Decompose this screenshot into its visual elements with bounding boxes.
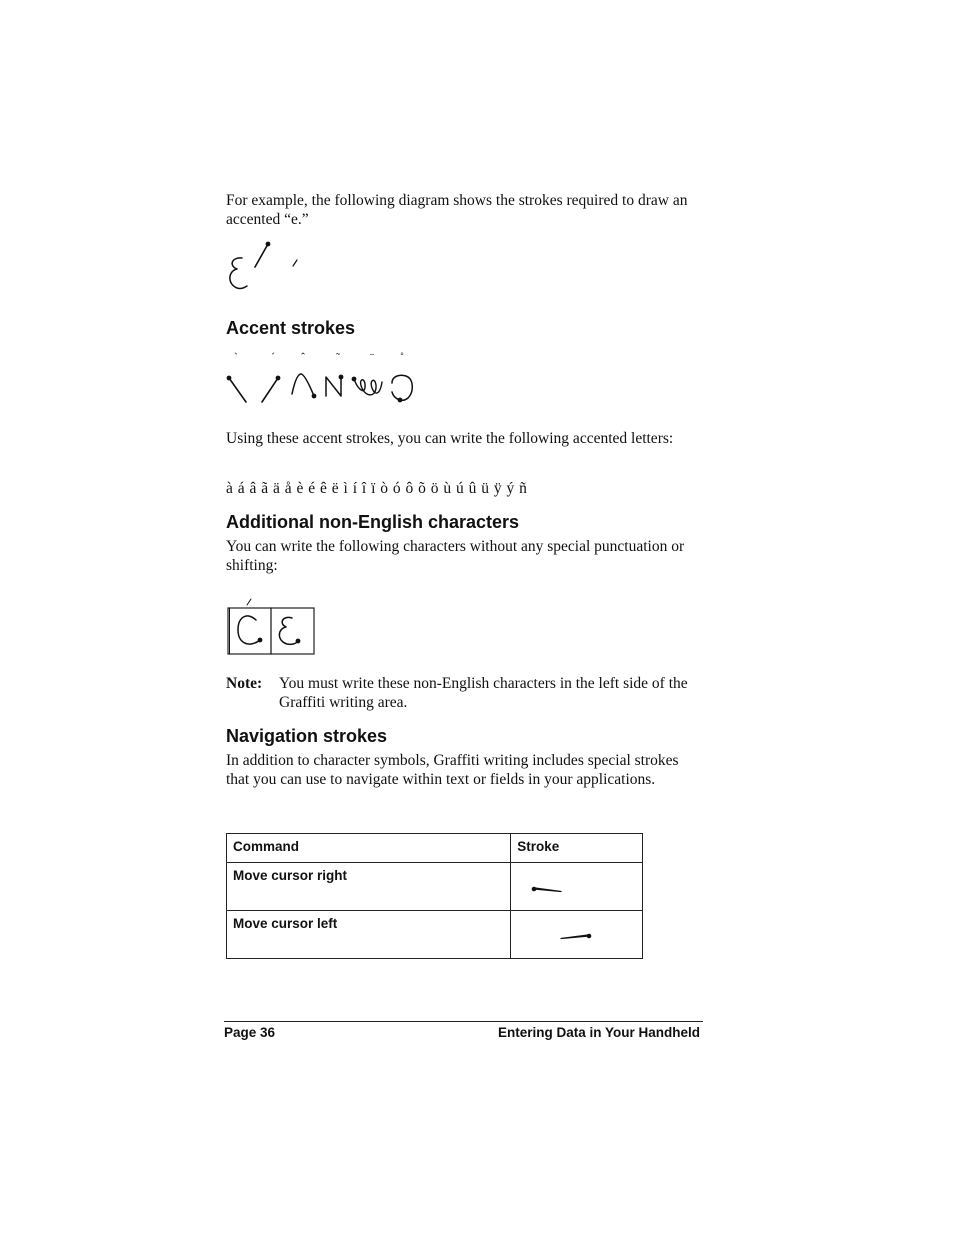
command-cell: Move cursor right	[227, 863, 511, 911]
ring-mark: ˚	[400, 350, 404, 364]
tilde-mark: ˜	[336, 350, 340, 364]
intro-paragraph: For example, the following diagram shows the strokes required to draw an accented “e.”	[226, 192, 688, 228]
acute-mark	[293, 260, 297, 266]
grave-mark: `	[234, 350, 238, 364]
acute-stroke-icon	[262, 376, 280, 402]
e-acute-stroke-icon	[279, 617, 300, 644]
accented-letters: à á â ã ä å è é ê ë ì í î ï ò ó ô õ ö ù ú û ü ÿ ý ñ	[226, 480, 527, 497]
acute-stroke	[255, 244, 268, 267]
circumflex-mark: ˆ	[301, 350, 305, 364]
note-text: You must write these non-English characters in the left side of the Graffiti writing area.	[279, 675, 688, 711]
non-english-heading: Additional non-English characters	[226, 512, 520, 532]
navigation-strokes-table	[226, 833, 643, 959]
c-cedilla-stroke-icon	[238, 616, 262, 644]
right-stroke-icon	[531, 883, 571, 895]
footer-chapter-title: Entering Data in Your Handheld	[497, 1025, 700, 1040]
column-header-command: Command	[227, 834, 511, 863]
accent-description: Using these accent strokes, you can write the following accented letters:	[226, 430, 674, 447]
tilde-stroke-icon	[326, 375, 343, 396]
note-label: Note:	[226, 675, 263, 692]
accent-marks-row	[226, 350, 426, 364]
grave-stroke-icon	[227, 376, 246, 402]
acute-mark	[247, 599, 251, 605]
stroke-cell	[511, 911, 643, 959]
footer-rule	[224, 1021, 703, 1022]
table-row	[227, 863, 643, 911]
accent-strokes-heading: Accent strokes	[226, 318, 356, 338]
navigation-description: In addition to character symbols, Graffiti writing includes special strokes that you can use to navigate within text or fields in your applications.	[226, 752, 679, 788]
e-stroke	[230, 258, 247, 288]
acute-mark: ´	[271, 350, 275, 364]
umlaut-stroke-icon	[352, 377, 382, 395]
accented-e-stroke-diagram	[224, 238, 314, 298]
non-english-character-diagram	[226, 596, 318, 658]
table-header-row	[227, 834, 643, 863]
ring-stroke-icon	[392, 375, 412, 402]
stroke-cell	[511, 863, 643, 911]
non-english-description: You can write the following characters without any special punctuation or shifting:	[226, 538, 685, 574]
circumflex-stroke-icon	[292, 374, 316, 398]
navigation-strokes-heading: Navigation strokes	[226, 726, 388, 746]
left-stroke-icon	[559, 930, 599, 942]
command-cell: Move cursor left	[227, 911, 511, 959]
column-header-stroke: Stroke	[511, 834, 643, 863]
umlaut-mark: ¨	[370, 350, 374, 364]
accent-strokes-diagram	[224, 368, 424, 408]
table-row	[227, 911, 643, 959]
footer-page-number: Page 36	[224, 1025, 276, 1040]
